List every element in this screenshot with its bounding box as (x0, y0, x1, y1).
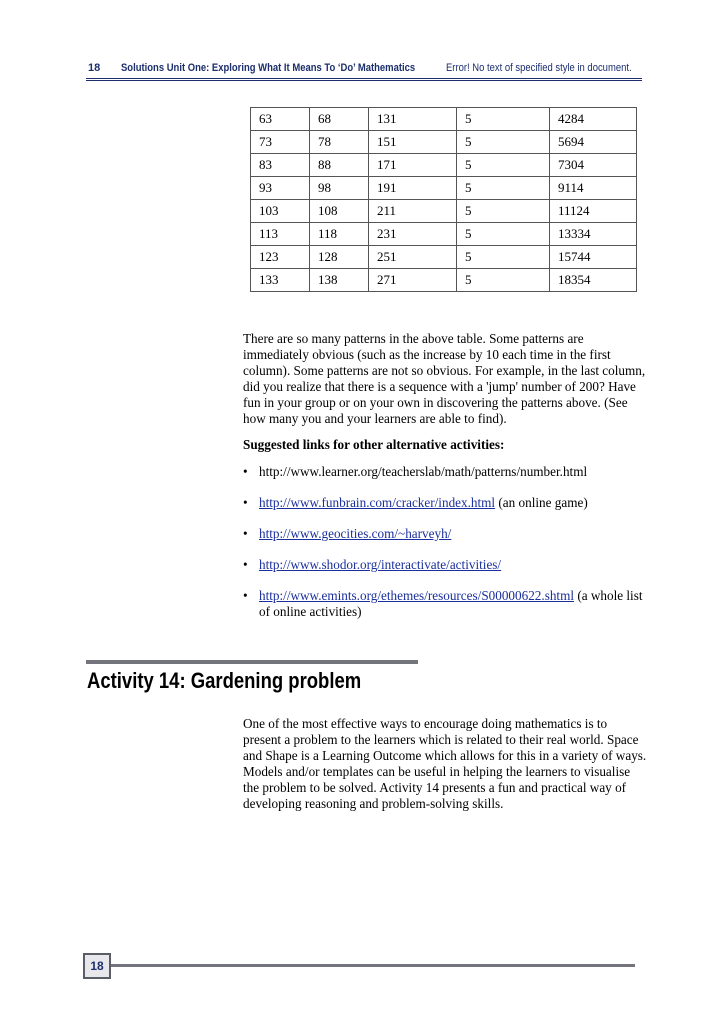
table-cell: 271 (369, 269, 457, 292)
list-item (243, 588, 647, 620)
table-cell: 108 (310, 200, 369, 223)
table-cell: 138 (310, 269, 369, 292)
table-row (251, 246, 637, 269)
link-emints[interactable]: http://www.emints.org/ethemes/resources/S00000622.shtml (259, 588, 575, 603)
table-cell: 5 (457, 223, 550, 246)
header-page-number: 18 (88, 62, 101, 74)
table-row (251, 223, 637, 246)
table-cell: 73 (251, 131, 310, 154)
table-cell: 5694 (550, 131, 637, 154)
table-row (251, 108, 637, 131)
table-row (251, 177, 637, 200)
table-cell: 231 (369, 223, 457, 246)
list-item (243, 495, 647, 511)
activity-divider (86, 660, 418, 664)
table-cell: 4284 (550, 108, 637, 131)
table-cell: 103 (251, 200, 310, 223)
table-cell: 151 (369, 131, 457, 154)
bullet-icon: • (243, 588, 248, 603)
table-row (251, 200, 637, 223)
table-cell: 5 (457, 269, 550, 292)
bullet-icon: • (243, 464, 248, 479)
bullet-icon: • (243, 557, 248, 572)
table-cell: 5 (457, 200, 550, 223)
table-cell: 113 (251, 223, 310, 246)
footer-rule (111, 964, 635, 967)
link-geocities[interactable]: http://www.geocities.com/~harveyh/ (259, 526, 452, 541)
table-cell: 118 (310, 223, 369, 246)
page-header (0, 58, 728, 80)
table-cell: 7304 (550, 154, 637, 177)
links-list (243, 464, 647, 635)
table-cell: 5 (457, 177, 550, 200)
table-cell: 18354 (550, 269, 637, 292)
table-cell: 93 (251, 177, 310, 200)
links-heading: Suggested links for other alternative activities: (243, 437, 505, 452)
table-cell: 5 (457, 131, 550, 154)
table-cell: 83 (251, 154, 310, 177)
table-cell: 15744 (550, 246, 637, 269)
table-row (251, 154, 637, 177)
table-cell: 5 (457, 108, 550, 131)
list-item (243, 557, 647, 573)
table-cell: 88 (310, 154, 369, 177)
table-cell: 68 (310, 108, 369, 131)
link-shodor[interactable]: http://www.shodor.org/interactivate/activities/ (259, 557, 502, 572)
header-error-text: Error! No text of specified style in document. (446, 62, 632, 74)
table-cell: 123 (251, 246, 310, 269)
link-learner[interactable]: http://www.learner.org/teacherslab/math/patterns/number.html (259, 464, 588, 479)
header-rule-secondary (86, 80, 642, 81)
table-cell: 211 (369, 200, 457, 223)
link-note: (a whole list of online activities) (259, 588, 643, 619)
table-row (251, 269, 637, 292)
table-cell: 13334 (550, 223, 637, 246)
table-cell: 171 (369, 154, 457, 177)
bullet-icon: • (243, 526, 248, 541)
table-cell: 9114 (550, 177, 637, 200)
table-cell: 133 (251, 269, 310, 292)
table-row (251, 131, 637, 154)
table-cell: 5 (457, 154, 550, 177)
list-item (243, 464, 647, 480)
header-title: Solutions Unit One: Exploring What It Means To ‘Do’ Mathematics (121, 62, 416, 74)
table-cell: 98 (310, 177, 369, 200)
table-cell: 128 (310, 246, 369, 269)
number-pattern-table (250, 107, 637, 292)
footer-page-number: 18 (83, 953, 111, 979)
list-item (243, 526, 647, 542)
table-cell: 63 (251, 108, 310, 131)
table-cell: 131 (369, 108, 457, 131)
activity-heading: Activity 14: Gardening problem (87, 668, 362, 693)
link-funbrain[interactable]: http://www.funbrain.com/cracker/index.html (259, 495, 496, 510)
table-cell: 191 (369, 177, 457, 200)
patterns-paragraph: There are so many patterns in the above table. Some patterns are immediately obvious (such as the increase by 10 each time in the first column). Some patterns are not so obvious. For example, in the last column, did you realize that there is a sequence with a 'jump' number of 200? Have fun in your group or on your own in discovering the patterns above. (See how many you and your learners are able to find). (243, 331, 646, 426)
link-note: (an online game) (495, 495, 588, 510)
bullet-icon: • (243, 495, 248, 510)
table-cell: 5 (457, 246, 550, 269)
header-rule (86, 78, 642, 79)
table-cell: 11124 (550, 200, 637, 223)
table-cell: 251 (369, 246, 457, 269)
table-cell: 78 (310, 131, 369, 154)
gardening-paragraph: One of the most effective ways to encourage doing mathematics is to present a problem to the learners which is related to their real world. Space and Shape is a Learning Outcome which allows for this in a variety of ways. Models and/or templates can be useful in helping the learners to visualise the problem to be solved. Activity 14 presents a fun and practical way of developing reasoning and problem-solving skills. (243, 716, 647, 811)
